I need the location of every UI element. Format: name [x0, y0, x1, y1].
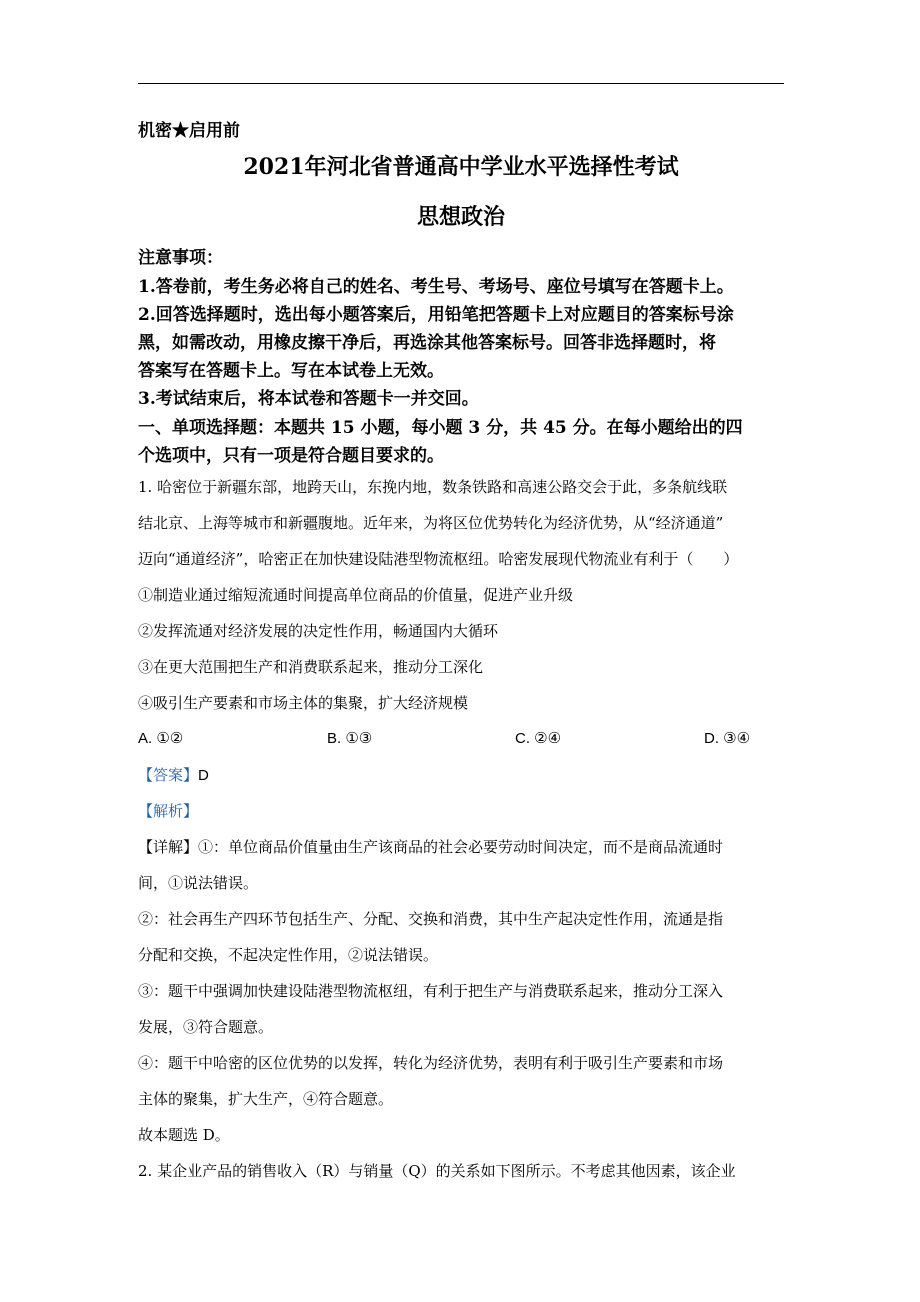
analysis-tag: 【解析】 [138, 802, 199, 820]
answer-tag: 【答案】 [138, 766, 199, 784]
detail-line: 分配和交换，不起决定性作用，②说法错误。 [138, 946, 439, 964]
option-c: C. ②④ [515, 730, 562, 747]
notice-heading: 注意事项： [138, 248, 223, 268]
section-heading-cont: 个选项中，只有一项是符合题目要求的。 [138, 446, 444, 466]
detail-line: ④：题干中哈密的区位优势的以发挥，转化为经济优势，表明有利于吸引生产要素和市场 [138, 1054, 724, 1072]
q1-item: ①制造业通过缩短流通时间提高单位商品的价值量，促进产业升级 [138, 586, 574, 604]
detail-line: 间，①说法错误。 [138, 874, 259, 892]
notice-line: 答案写在答题卡上。写在本试卷上无效。 [138, 361, 444, 381]
exam-title: 2021年河北省普通高中学业水平选择性考试 [243, 154, 679, 180]
q1-item: ③在更大范围把生产和消费联系起来，推动分工深化 [138, 658, 484, 676]
detail-line: 主体的聚集，扩大生产，④符合题意。 [138, 1090, 394, 1108]
q1-stem: 1. 哈密位于新疆东部，地跨天山，东挽内地，数条铁路和高速公路交会于此，多条航线联 [138, 478, 728, 496]
notice-line: 2.回答选择题时，选出每小题答案后，用铅笔把答题卡上对应题目的答案标号涂 [138, 305, 734, 325]
notice-line: 1.答卷前，考生务必将自己的姓名、考生号、考场号、座位号填写在答题卡上。 [138, 277, 734, 297]
section-heading: 一、单项选择题：本题共 15 小题，每小题 3 分，共 45 分。在每小题给出的四 [138, 418, 743, 438]
option-d: D. ③④ [704, 730, 751, 747]
notice-line: 黑，如需改动，用橡皮擦干净后，再选涂其他答案标号。回答非选择题时，将 [138, 333, 716, 353]
detail-line: ②：社会再生产四环节包括生产、分配、交换和消费，其中生产起决定性作用，流通是指 [138, 910, 724, 928]
option-b: B. ①③ [327, 730, 373, 747]
notice-line: 3.考试结束后，将本试卷和答题卡一并交回。 [138, 389, 479, 409]
detail-line: 【详解】①：单位商品价值量由生产该商品的社会必要劳动时间决定，而不是商品流通时 [138, 838, 724, 856]
secret-label: 机密★启用前 [138, 121, 240, 141]
header-rule [138, 83, 784, 84]
detail-line: 发展，③符合题意。 [138, 1018, 274, 1036]
subject-title: 思想政治 [416, 204, 505, 230]
answer-value: D [198, 767, 209, 784]
q1-item: ②发挥流通对经济发展的决定性作用，畅通国内大循环 [138, 622, 499, 640]
q1-stem: 迈向“通道经济”，哈密正在加快建设陆港型物流枢纽。哈密发展现代物流业有利于（ ） [138, 550, 739, 568]
detail-line: 故本题选 D。 [138, 1126, 230, 1144]
q1-item: ④吸引生产要素和市场主体的集聚，扩大经济规模 [138, 694, 469, 712]
answer-line [138, 764, 209, 785]
q2-stem: 2. 某企业产品的销售收入（R）与销量（Q）的关系如下图所示。不考虑其他因素，该企业 [138, 1162, 736, 1180]
q1-stem: 结北京、上海等城市和新疆腹地。近年来，为将区位优势转化为经济优势，从“经济通道” [138, 514, 724, 532]
option-a: A. ①② [138, 730, 184, 747]
detail-line: ③：题干中强调加快建设陆港型物流枢纽，有利于把生产与消费联系起来，推动分工深入 [138, 982, 724, 1000]
